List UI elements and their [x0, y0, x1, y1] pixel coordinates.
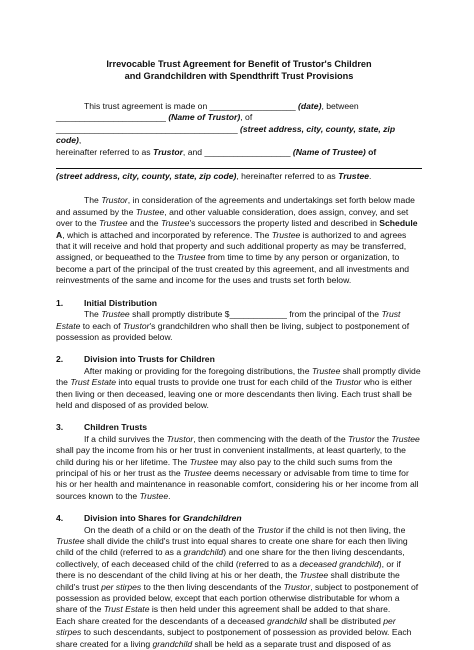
text-run: from time to time by any person or organization, to become a part of the principal of the trust created by this agreement, and all investments and reinvestments of the same and income for the uses and trusts set forth below.: [56, 252, 410, 286]
section-1-body: [56, 309, 422, 343]
trustee-address-label: (street address, city, county, state, zip code): [56, 171, 237, 182]
section-4: [56, 513, 422, 650]
text-run: shall be distributed: [306, 615, 384, 626]
text-run: from the principal of the: [286, 309, 382, 320]
text-run: , in consideration of the agreements and undertakings set forth below made and assumed by the: [56, 195, 415, 217]
document-title: [56, 58, 422, 82]
text-run: grandchild: [183, 547, 224, 558]
text-run: Trustor: [256, 524, 284, 535]
trustor-term: Trustor: [152, 146, 183, 157]
text-run: Trust Estate: [103, 604, 150, 615]
text-run: Trustee: [135, 206, 165, 217]
text-run: .: [168, 490, 171, 501]
text-run: Children Trusts: [84, 422, 148, 433]
text-run: On the death of a child or on the death of the: [84, 524, 257, 535]
text-run: 1.: [56, 297, 64, 308]
text-run: Trustee: [139, 490, 169, 501]
text-run: grandchild: [267, 615, 307, 626]
text-run: Trustee: [271, 229, 301, 240]
intro-line-3: [56, 124, 422, 147]
section-2: [56, 354, 422, 411]
text-run: , then commencing with the death of the: [193, 433, 348, 444]
text-run: deceased grandchild: [299, 558, 379, 569]
date-blank: __________________: [209, 101, 296, 111]
text-run: , subject to postponement of possession as provided below, except that each portion otherwise distributable for whom a share of the: [56, 581, 419, 615]
text-run: 3.: [56, 422, 64, 433]
text-run: ) and one share for the then living descendants, collectively, of each deceased child of the child (referred to as a: [56, 547, 405, 569]
text-run: Trust Estate: [56, 309, 401, 331]
trustor-address-label: (street address, city, county, state, zip code): [56, 123, 396, 146]
text-run: to the then living descendants of the: [141, 581, 284, 592]
text-run: 's successors the property listed and described in: [189, 218, 380, 229]
text-run: shall be held as a separate trust and disposed of as: [192, 638, 391, 649]
text-run: Grandchildren: [182, 513, 242, 524]
trustee-term: Trustee: [338, 171, 369, 182]
amount-blank: ____________: [229, 309, 287, 320]
text-run: Trustee: [160, 218, 190, 229]
text-run: Trustee: [183, 467, 212, 478]
section-1: [56, 298, 422, 344]
text-run: Trustee: [99, 218, 128, 229]
text-run: to each of: [80, 320, 123, 331]
text-run: Trustor: [348, 433, 375, 444]
text-run: if the child is not then living, the: [283, 524, 406, 535]
text-run: 's grandchildren who shall then be living, subject to postponement of possession as provided below.: [56, 320, 410, 342]
text-run: Trustor: [166, 433, 194, 444]
text-run: into equal trusts to provide one trust for each child of the: [116, 377, 335, 388]
text-run: After making or providing for the foregoing distributions, the: [84, 365, 312, 376]
text-run: Trustee: [189, 456, 219, 467]
intro-line-2: [56, 112, 422, 123]
intro-line-4: [56, 147, 422, 158]
text-run: 2.: [56, 354, 64, 365]
title-line-1: Irrevocable Trust Agreement for Benefit of Trustor's Children: [106, 59, 372, 69]
intro-text: of: [365, 146, 377, 157]
text-run: Trustee: [101, 309, 130, 320]
text-run: grandchild: [152, 638, 193, 649]
text-run: who is either then living or then deceased, leaving one or more descendants then living. Each trust shall be held and disposed of as provided below.: [56, 377, 413, 410]
trustee-name-label: (Name of Trustee): [290, 146, 366, 157]
text-run: and the: [127, 218, 161, 229]
trustor-name-label: (Name of Trustor): [165, 112, 241, 123]
trustee-address-line: [56, 158, 422, 169]
text-run: shall promptly divide the: [56, 365, 421, 388]
text-run: Trustor: [122, 320, 150, 331]
date-label: (date): [295, 101, 322, 111]
text-run: Division into Shares for: [84, 513, 183, 524]
section-1-heading: [56, 298, 422, 309]
text-run: Trustor: [283, 581, 311, 592]
text-run: Trustee: [56, 536, 85, 546]
text-run: Trust Estate: [70, 377, 117, 388]
intro-text: , between: [321, 101, 359, 111]
conveyance-paragraph: [56, 195, 422, 286]
text-run: per stirpes: [56, 615, 396, 638]
text-run: 4.: [56, 513, 64, 524]
intro-text: , hereinafter referred to as: [236, 171, 339, 182]
intro-text: , and: [182, 146, 205, 157]
text-run: per stirpes: [101, 581, 142, 592]
text-run: shall divide the child's trust into equal shares to create one share for each then living child of the child (referred to as a: [56, 536, 408, 558]
section-3-body: [56, 434, 422, 502]
text-run: Trustee: [311, 365, 341, 376]
intro-text: ,: [78, 135, 82, 146]
text-run: Schedule A: [56, 218, 418, 240]
intro-line-6: [56, 171, 422, 182]
text-run: to such descendants, subject to postponement of possession as provided below. Each share created for a living: [56, 627, 412, 649]
intro-paragraph: [56, 101, 422, 182]
trustor-address-blank: ______________________________________: [56, 123, 238, 134]
section-4-heading: [56, 513, 422, 524]
text-run: ), or if there is no descendant of the child living at his or her death, the: [56, 558, 401, 581]
text-run: The: [84, 309, 102, 320]
section-4-body: [56, 525, 422, 616]
trustor-name-blank: _______________________: [56, 112, 166, 123]
section-2-heading: [56, 354, 422, 365]
intro-text: hereinafter referred to as: [56, 146, 153, 157]
text-run: shall promptly distribute $: [129, 309, 230, 320]
intro-line-1: [56, 101, 422, 112]
text-run: is then held under this agreement shall be added to that share.: [149, 604, 391, 615]
section-4-body-cont: [56, 616, 422, 650]
section-2-body: [56, 366, 422, 412]
text-run: Division into Trusts for Children: [84, 354, 215, 365]
text-run: the: [374, 433, 392, 444]
text-run: is authorized to and agrees that it will receive and hold that property and such additional property as may be transferred, assigned, or bequeathed to the: [56, 229, 407, 263]
text-run: shall pay the income from his or her trust in convenient installments, at least quarterly, to the child during his or her lifetime. The: [56, 445, 406, 467]
section-3: [56, 422, 422, 502]
intro-text: This trust agreement is made on: [84, 101, 210, 111]
trustee-name-blank: __________________: [204, 146, 291, 157]
intro-text: .: [369, 171, 372, 182]
text-run: If a child survives the: [84, 433, 167, 444]
section-3-heading: [56, 422, 422, 433]
text-run: Trustee: [176, 252, 206, 263]
text-run: Trustee: [299, 570, 329, 581]
text-run: Trustor: [101, 195, 128, 206]
text-run: , and other valuable consideration, does assign, convey, and set over to the: [56, 206, 409, 229]
text-run: Trustor: [334, 377, 362, 388]
text-run: may also pay to the child such sums from the principal of his or her trust as the: [56, 456, 393, 478]
text-run: Initial Distribution: [84, 297, 158, 308]
text-run: Each share created for the descendants of a deceased: [56, 615, 268, 626]
text-run: The: [84, 195, 102, 206]
text-run: deems necessary or advisable from time to time for his or her health and maintenance in reasonable comfort, considering his or her income from all sources known to the: [56, 467, 419, 501]
text-run: shall distribute the child's trust: [56, 570, 400, 592]
title-line-2: and Grandchildren with Spendthrift Trust Provisions: [124, 71, 354, 81]
text-run: , which is attached and incorporated by reference. The: [62, 229, 272, 240]
intro-text: , of: [240, 112, 253, 123]
text-run: Trustee: [391, 433, 420, 444]
